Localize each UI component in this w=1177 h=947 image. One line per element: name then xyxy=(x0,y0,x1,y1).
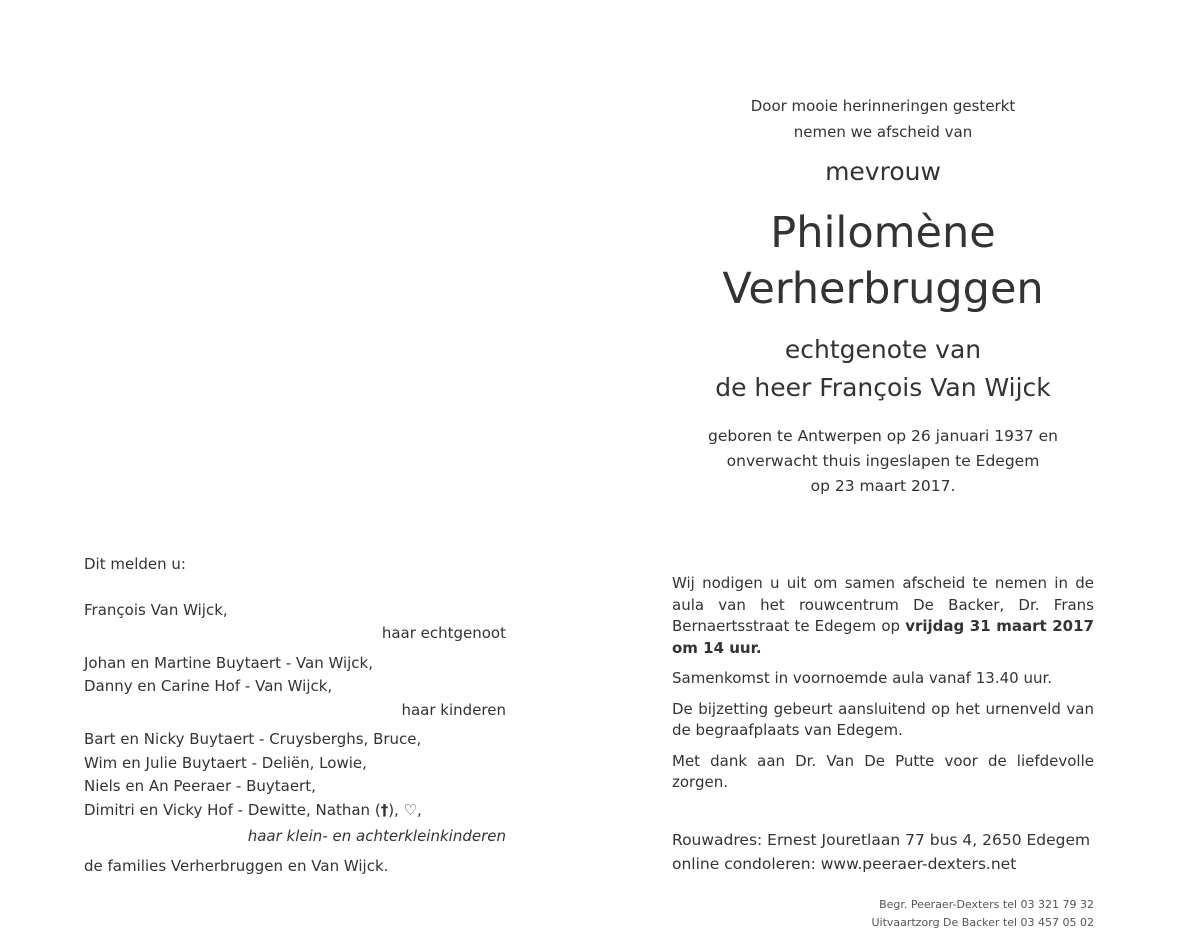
spouse-text xyxy=(672,331,1094,407)
invitation-paragraph-2: Samenkomst in voornoemde aula vanaf 13.40 uur. xyxy=(672,669,1053,687)
birth-line-3: op 23 maart 2017. xyxy=(810,477,956,495)
invitation-date: vrijdag 31 maart 2017 om 14 uur. xyxy=(672,617,1094,657)
grandchild-last-suffix: ), ♡, xyxy=(388,800,422,819)
invitation-paragraph-3: De bijzetting gebeurt aansluitend op het urnenveld van de begraafplaats van Edegem. xyxy=(672,699,1094,739)
spouse-line-1: echtgenote van xyxy=(784,335,982,364)
mourning-address: Rouwadres: Ernest Jouretlaan 77 bus 4, 2650 Edegem xyxy=(672,831,1091,849)
grandchild-line: Niels en An Peeraer - Buytaert, xyxy=(84,777,316,795)
cross-symbol: † xyxy=(380,800,389,819)
child-line: Johan en Martine Buytaert - Van Wijck, xyxy=(84,653,374,672)
grandchild-line-last xyxy=(84,799,506,823)
footer-line-1: Begr. Peeraer-Dexters tel 03 321 79 32 xyxy=(879,898,1094,911)
deceased-name xyxy=(672,205,1094,317)
spouse-line-2: de heer François Van Wijck xyxy=(715,373,1051,402)
intro-text xyxy=(672,93,1094,145)
footer xyxy=(672,896,1094,932)
last-name: Verherbruggen xyxy=(722,264,1044,314)
birth-text xyxy=(672,424,1094,499)
address-block xyxy=(672,828,1112,876)
grandchild-last-prefix: Dimitri en Vicky Hof - Dewitte, Nathan ( xyxy=(84,800,381,819)
spouse-role: haar echtgenoot xyxy=(381,624,506,642)
grandchild-line: Wim en Julie Buytaert - Deliën, Lowie, xyxy=(84,753,367,772)
birth-line-2: onverwacht thuis ingeslapen te Edegem xyxy=(726,452,1040,470)
title: mevrouw xyxy=(825,157,941,186)
families-line: de families Verherbruggen en Van Wijck. xyxy=(84,856,389,875)
invitation-text: Wij nodigen u uit om samen afscheid te nemen in de aula van het rouwcentrum De Backer, Dr. Frans Bernaertsstraat te Edegem op xyxy=(672,574,1094,635)
footer-line-2: Uitvaartzorg De Backer tel 03 457 05 02 xyxy=(871,916,1094,929)
invitation-block xyxy=(672,573,1094,803)
online-condolences: online condoleren: www.peeraer-dexters.net xyxy=(672,855,1017,873)
intro-line-1: Door mooie herinneringen gesterkt xyxy=(750,97,1016,115)
child-line: Danny en Carine Hof - Van Wijck, xyxy=(84,677,333,695)
grandchild-line: Bart en Nicky Buytaert - Cruysberghs, Bruce, xyxy=(84,730,422,748)
spouse-name: François Van Wijck, xyxy=(84,600,228,619)
children-role: haar kinderen xyxy=(401,700,506,719)
announcement-block xyxy=(84,553,506,878)
announcement-heading: Dit melden u: xyxy=(84,555,186,573)
first-name: Philomène xyxy=(770,208,996,258)
invitation-paragraph-1 xyxy=(672,573,1094,659)
birth-line-1: geboren te Antwerpen op 26 januari 1937 en xyxy=(708,427,1058,445)
grandchildren-role: haar klein- en achterkleinkinderen xyxy=(247,827,506,845)
invitation-paragraph-4: Met dank aan Dr. Van De Putte voor de liefdevolle zorgen. xyxy=(672,751,1094,791)
intro-line-2: nemen we afscheid van xyxy=(793,123,973,141)
